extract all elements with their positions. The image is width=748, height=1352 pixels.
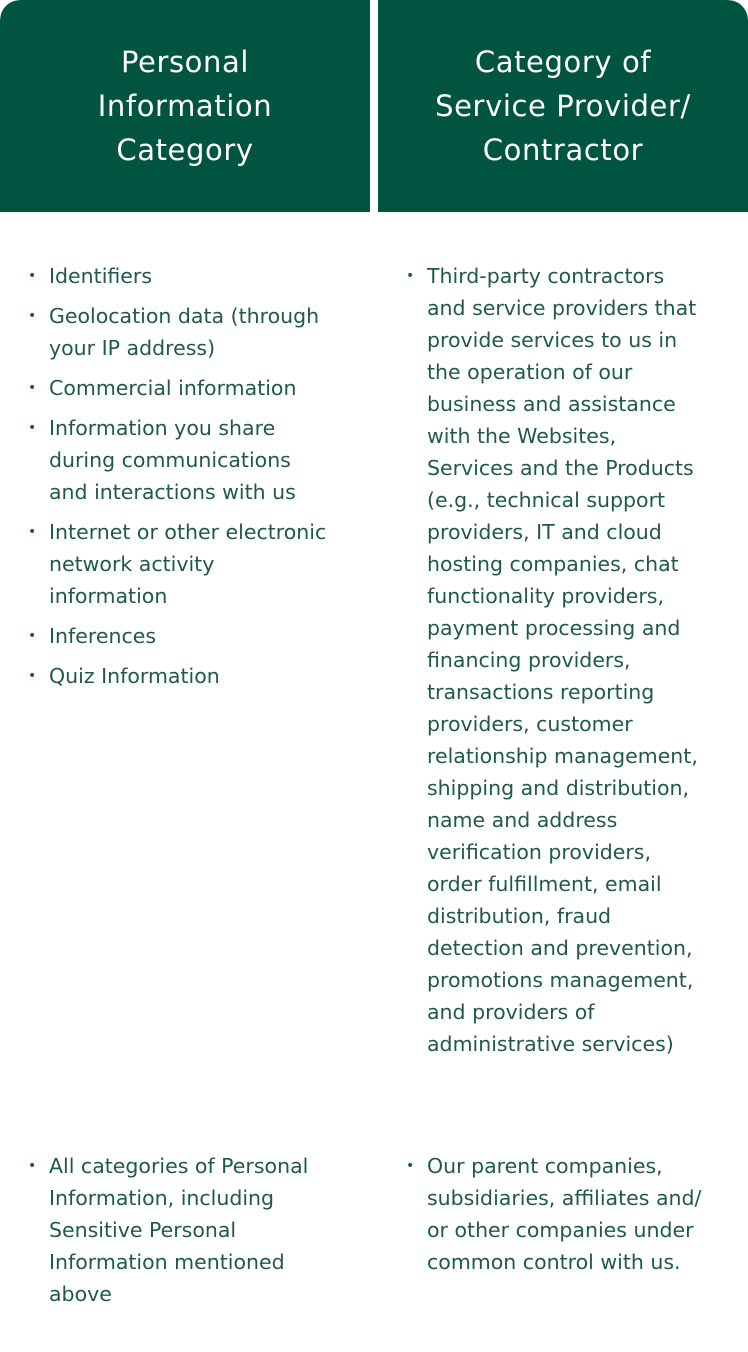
list-item: • Our parent companies, subsidiaries, affiliates and/ or other companies under common control with us.: [406, 1150, 706, 1278]
header-service-provider-category: [378, 0, 748, 212]
row2-service-provider-cell: [406, 1150, 706, 1286]
row1-service-provider-list: [406, 260, 706, 1060]
header-service-provider-category-label: Category of Service Provider/ Contractor: [435, 45, 691, 167]
row1-personal-information-list: [28, 260, 328, 692]
list-item: • All categories of Personal Information, including Sensitive Personal Information mentioned above: [28, 1150, 328, 1310]
list-item: • Information you share during communications and interactions with us: [28, 412, 328, 508]
header-personal-information-category-label: Personal Information Category: [97, 45, 273, 167]
list-item: • Identifiers: [28, 260, 328, 292]
row2-service-provider-list: [406, 1150, 706, 1278]
header-personal-information-category: [0, 0, 370, 212]
row2-personal-information-cell: [28, 1150, 328, 1318]
list-item: • Geolocation data (through your IP address): [28, 300, 328, 364]
list-item: • Inferences: [28, 620, 328, 652]
list-item: • Quiz Information: [28, 660, 328, 692]
list-item: • Third-party contractors and service providers that provide services to us in the operation of our business and assistance with the Websites, Services and the Products (e.g., technical support providers, IT and cloud hosting companies, chat functionality providers, payment processing and financing providers, transactions reporting providers, customer relationship management, shipping and distribution, name and address verification providers, order fulfillment, email distribution, fraud detection and prevention, promotions management, and providers of administrative services): [406, 260, 706, 1060]
row2-personal-information-list: [28, 1150, 328, 1310]
list-item: • Internet or other electronic network activity information: [28, 516, 328, 612]
list-item: • Commercial information: [28, 372, 328, 404]
row1-service-provider-cell: [406, 260, 706, 1068]
row1-personal-information-cell: [28, 260, 328, 700]
